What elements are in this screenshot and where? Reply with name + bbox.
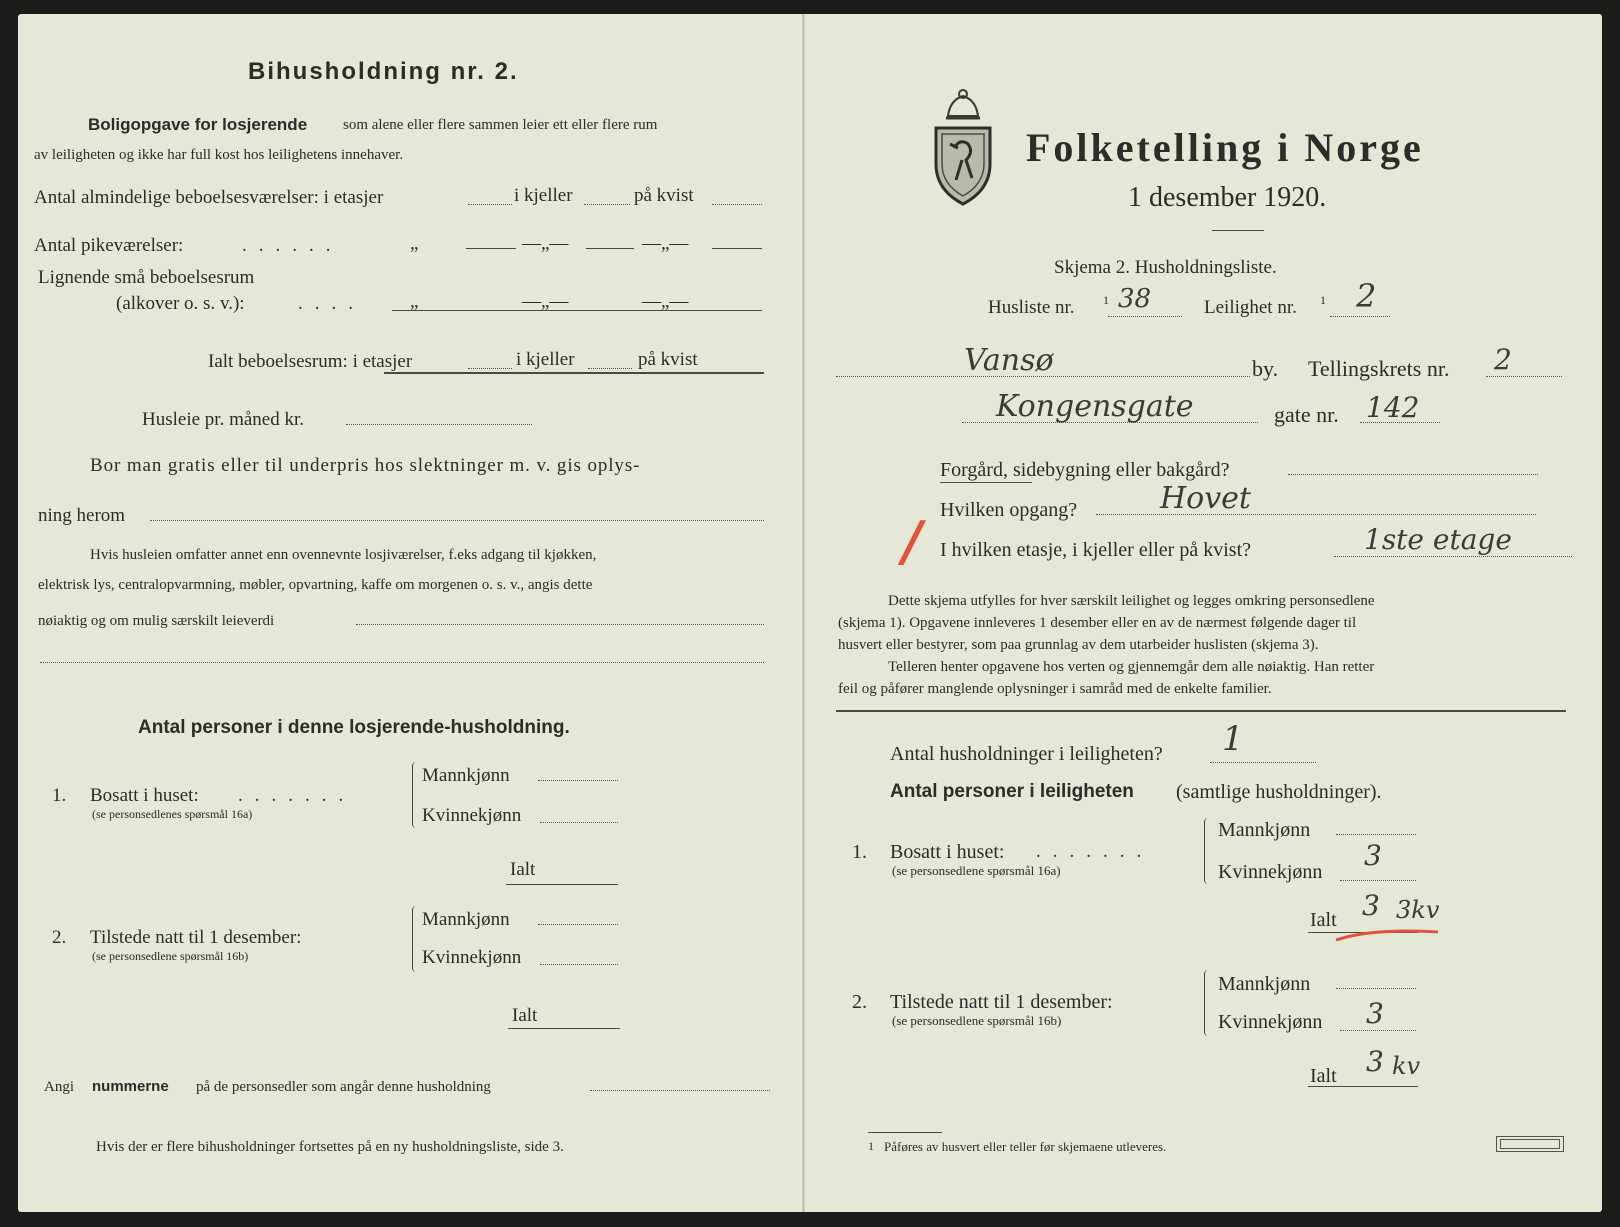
etasje-label: I hvilken etasje, i kjeller eller på kvist?: [940, 539, 1251, 561]
intro-rest: som alene eller flere sammen leier ett eller flere rum: [343, 117, 658, 133]
right-q2-kvinne: Kvinnekjønn: [1218, 1011, 1323, 1033]
right-q1-sub: (se personsedlene spørsmål 16a): [892, 863, 1061, 878]
instr-line-3: husvert eller bestyrer, som paa grunnlag av dem utarbeider huslisten (skjema 3).: [838, 637, 1319, 653]
page-fold: [802, 14, 805, 1212]
left-q2-label: Tilstede natt til 1 desember:: [90, 927, 302, 948]
ialt-rooms-label: Ialt beboelsesrum: i etasjer: [208, 351, 413, 372]
opgang-label: Hvilken opgang?: [940, 499, 1078, 521]
left-q2-num: 2.: [52, 927, 67, 948]
lign-label-2: (alkover o. s. v.):: [116, 293, 245, 314]
leilighet-value: 2: [1356, 277, 1377, 315]
lign-ditto: „: [410, 291, 419, 312]
ialt-rooms-kvist: på kvist: [638, 349, 698, 370]
gate-label: gate nr.: [1274, 402, 1339, 427]
pike-ditto-3: —„—: [642, 233, 689, 254]
lign-ditto-2: —„—: [522, 291, 569, 312]
instr-line-4: Telleren henter opgavene hos verten og gjennemgår dem alle nøiaktig. Han retter: [888, 659, 1375, 675]
antal-rest: (samtlige husholdninger).: [1176, 781, 1382, 803]
hush-label: Antal husholdninger i leiligheten?: [890, 743, 1163, 765]
pike-ditto: „: [410, 233, 419, 254]
right-q2-mann: Mannkjønn: [1218, 973, 1311, 995]
right-q1-label: Bosatt i huset:: [890, 841, 1005, 863]
etasje-value: 1ste etage: [1364, 523, 1512, 556]
forgard-label: Forgård, sidebygning eller bakgård?: [940, 459, 1230, 481]
left-antal-heading: Antal personer i denne losjerende-husholdning.: [138, 717, 570, 738]
husliste-value: 38: [1118, 284, 1152, 314]
rooms-kjeller: i kjeller: [514, 185, 573, 206]
left-q2-sub: (se personsedlene spørsmål 16b): [92, 949, 249, 963]
gratis-line-2: ning herom: [38, 505, 126, 526]
right-q1-kvinne-value: 3: [1364, 839, 1382, 872]
left-q2-mann: Mannkjønn: [422, 909, 510, 930]
coat-of-arms-icon: [928, 86, 998, 208]
antal-bold: Antal personer i leiligheten: [890, 781, 1134, 802]
angi-rest: på de personsedler som angår denne husholdning: [196, 1079, 491, 1095]
left-q2-kvinne: Kvinnekjønn: [422, 947, 522, 968]
instr-line-5: feil og påfører manglende oplysninger i samråd med de enkelte familier.: [838, 681, 1272, 697]
left-q1-label: Bosatt i huset:: [90, 785, 199, 806]
instr-line-2: (skjema 1). Opgavene innleveres 1 desember eller en av de nærmest følgende dager til: [838, 615, 1357, 631]
krets-value: 2: [1494, 343, 1512, 376]
husliste-sup: 1: [1103, 293, 1109, 307]
hush-value: 1: [1222, 719, 1244, 759]
intro-bold: Boligopgave for losjerende: [88, 115, 308, 134]
lign-ditto-3: —„—: [642, 291, 689, 312]
right-title: Folketelling i Norge: [1026, 125, 1424, 170]
pike-ditto-2: —„—: [522, 233, 569, 254]
right-q2-kvinne-value: 3: [1366, 997, 1384, 1030]
left-q1-kvinne: Kvinnekjønn: [422, 805, 522, 826]
krets-label: Tellingskrets nr.: [1308, 356, 1450, 381]
skjema-label: Skjema 2. Husholdningsliste.: [1054, 257, 1277, 278]
left-q1-mann: Mannkjønn: [422, 765, 510, 786]
left-q1-ialt: Ialt: [510, 859, 536, 880]
hvis-line-1: Hvis husleien omfatter annet enn ovennevnte losjiværelser, f.eks adgang til kjøkken,: [90, 547, 597, 563]
right-q2-ialt: Ialt: [1310, 1065, 1337, 1087]
rooms-label: Antal almindelige beboelsesværelser: i etasjer: [34, 187, 384, 208]
rooms-kvist: på kvist: [634, 185, 694, 206]
lign-label-1: Lignende små beboelsesrum: [38, 267, 255, 288]
right-q1-mann: Mannkjønn: [1218, 819, 1311, 841]
right-date: 1 desember 1920.: [1128, 182, 1327, 213]
right-q2-sub: (se personsedlene spørsmål 16b): [892, 1013, 1062, 1028]
right-q2-num: 2.: [852, 991, 867, 1013]
left-q1-num: 1.: [52, 785, 67, 806]
right-q1-kvinne: Kvinnekjønn: [1218, 861, 1323, 883]
by-value: Vansø: [964, 343, 1054, 378]
by-label: by.: [1252, 356, 1279, 381]
red-underline-stroke: [1332, 924, 1442, 944]
left-q2-ialt: Ialt: [512, 1005, 538, 1026]
footnote: Påføres av husvert eller teller før skjemaene utleveres.: [884, 1139, 1167, 1154]
left-q1-sub: (se personsedlenes spørsmål 16a): [92, 807, 253, 821]
leilighet-label: Leilighet nr.: [1204, 297, 1297, 318]
hvis-line-3: nøiaktig og om mulig særskilt leieverdi: [38, 613, 275, 629]
right-q2-label: Tilstede natt til 1 desember:: [890, 991, 1113, 1013]
gratis-line-1: Bor man gratis eller til underpris hos slektninger m. v. gis oplys-: [90, 455, 641, 476]
left-title: Bihusholdning nr. 2.: [248, 58, 519, 85]
right-q2-ialt-value: 3: [1366, 1045, 1384, 1078]
red-check-mark: /: [902, 509, 922, 573]
leilighet-sup: 1: [1320, 293, 1326, 307]
ialt-rooms-kjeller: i kjeller: [516, 349, 575, 370]
right-q2-ialt-note: kv: [1392, 1052, 1421, 1080]
hvis-line-2: elektrisk lys, centralopvarmning, møbler, opvartning, kaffe om morgenen o. s. v., angis dette: [38, 577, 593, 593]
husliste-label: Husliste nr.: [988, 297, 1075, 318]
right-q1-num: 1.: [852, 841, 867, 863]
left-footer: Hvis der er flere bihusholdninger fortsettes på en ny husholdningsliste, side 3.: [96, 1139, 564, 1155]
husleie-label: Husleie pr. måned kr.: [142, 409, 304, 430]
opgang-value: Hovet: [1160, 481, 1251, 516]
angi-pre: Angi: [44, 1079, 74, 1095]
pike-label: Antal pikeværelser:: [34, 235, 184, 256]
right-q1-ialt-note: 3kv: [1396, 896, 1440, 924]
instr-line-1: Dette skjema utfylles for hver særskilt leilighet og legges omkring personsedlene: [888, 593, 1375, 609]
right-q1-ialt: Ialt: [1310, 909, 1337, 931]
right-q1-ialt-value: 3: [1362, 889, 1380, 922]
angi-bold: nummerne: [92, 1078, 169, 1095]
intro-line-2: av leiligheten og ikke har full kost hos leilighetens innehaver.: [34, 147, 404, 163]
gate-nr-value: 142: [1366, 391, 1420, 424]
gate-value: Kongensgate: [996, 389, 1194, 424]
footnote-num: 1: [868, 1139, 874, 1153]
